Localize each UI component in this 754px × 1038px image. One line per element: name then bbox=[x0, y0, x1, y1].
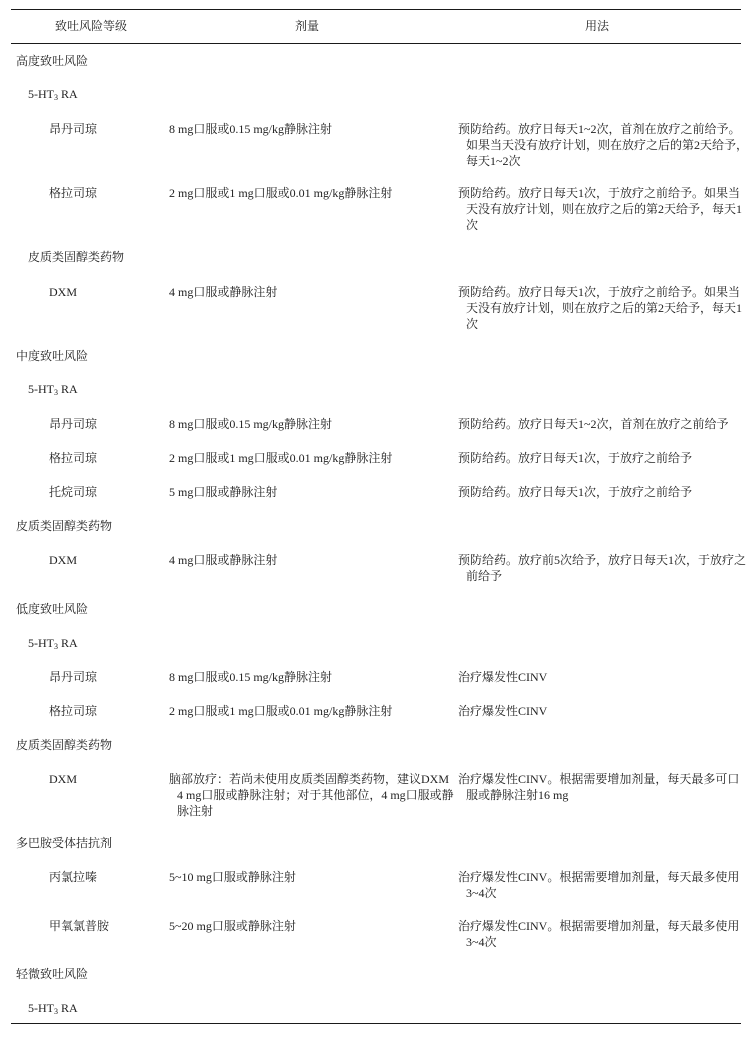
drug-class-label: 皮质类固醇类药物 bbox=[16, 738, 113, 752]
drug-name: DXM bbox=[49, 285, 78, 299]
bottom-rule bbox=[11, 1023, 741, 1024]
drug-class-label: 皮质类固醇类药物 bbox=[16, 519, 113, 533]
drug-class-label: $5-HT_3$ RA bbox=[28, 382, 78, 397]
drug-dose: 脑部放疗：若尚未使用皮质类固醇类药物，建议DXM 4 mg口服或静脉注射；对于其他部位，4 mg口服或静脉注射 bbox=[169, 772, 454, 818]
header-risk-level: 致吐风险等级 bbox=[55, 19, 128, 33]
drug-usage: 预防给药。放疗日每天1次，于放疗之前给予。如果当天没有放疗计划，则在放疗之后的第2天给予，每天1次 bbox=[458, 285, 743, 331]
drug-name: 格拉司琼 bbox=[49, 451, 98, 465]
header-usage: 用法 bbox=[585, 19, 610, 33]
drug-class-label: $5-HT_3$ RA bbox=[28, 1001, 78, 1016]
drug-dose: 2 mg口服或1 mg口服或0.01 mg/kg静脉注射 bbox=[169, 451, 393, 465]
drug-name: 托烷司琼 bbox=[49, 485, 98, 499]
drug-usage: 预防给药。放疗前5次给予，放疗日每天1次，于放疗之前给予 bbox=[458, 553, 747, 583]
drug-name: 格拉司琼 bbox=[49, 186, 98, 200]
header-dose: 剂量 bbox=[295, 19, 320, 33]
drug-name: 丙氯拉嗪 bbox=[49, 870, 98, 884]
drug-name: DXM bbox=[49, 553, 78, 567]
drug-usage: 预防给药。放疗日每天1~2次，首剂在放疗之前给予 bbox=[458, 417, 729, 431]
risk-level-label: 高度致吐风险 bbox=[16, 54, 89, 68]
drug-usage: 预防给药。放疗日每天1次，于放疗之前给予 bbox=[458, 451, 693, 465]
risk-level-label: 轻微致吐风险 bbox=[16, 967, 89, 981]
drug-dose: 2 mg口服或1 mg口服或0.01 mg/kg静脉注射 bbox=[169, 704, 393, 718]
drug-name: 昂丹司琼 bbox=[49, 417, 98, 431]
drug-dose: 8 mg口服或0.15 mg/kg静脉注射 bbox=[169, 670, 333, 684]
drug-usage: 治疗爆发性CINV。根据需要增加剂量，每天最多使用3~4次 bbox=[458, 870, 740, 900]
top-rule bbox=[11, 9, 741, 10]
header-rule bbox=[11, 43, 741, 44]
drug-class-label: $5-HT_3$ RA bbox=[28, 636, 78, 651]
drug-name: 昂丹司琼 bbox=[49, 670, 98, 684]
drug-dose: 4 mg口服或静脉注射 bbox=[169, 285, 278, 299]
drug-class-label: $5-HT_3$ RA bbox=[28, 87, 78, 102]
drug-dose: 5 mg口服或静脉注射 bbox=[169, 485, 278, 499]
drug-dose: 8 mg口服或0.15 mg/kg静脉注射 bbox=[169, 417, 333, 431]
drug-usage: 治疗爆发性CINV bbox=[458, 704, 548, 718]
drug-usage: 治疗爆发性CINV。根据需要增加剂量，每天最多使用3~4次 bbox=[458, 919, 740, 949]
drug-usage: 预防给药。放疗日每天1~2次，首剂在放疗之前给予。如果当天没有放疗计划，则在放疗之后的第2天给予，每天1~2次 bbox=[458, 122, 749, 168]
risk-level-label: 中度致吐风险 bbox=[16, 349, 89, 363]
drug-class-label: 皮质类固醇类药物 bbox=[28, 250, 125, 264]
drug-name: 甲氧氯普胺 bbox=[49, 919, 110, 933]
drug-usage: 治疗爆发性CINV。根据需要增加剂量，每天最多可口服或静脉注射16 mg bbox=[458, 772, 740, 802]
risk-level-label: 低度致吐风险 bbox=[16, 602, 89, 616]
drug-usage: 预防给药。放疗日每天1次，于放疗之前给予。如果当天没有放疗计划，则在放疗之后的第2天给予，每天1次 bbox=[458, 186, 743, 232]
drug-dose: 4 mg口服或静脉注射 bbox=[169, 553, 278, 567]
drug-usage: 治疗爆发性CINV bbox=[458, 670, 548, 684]
drug-name: 格拉司琼 bbox=[49, 704, 98, 718]
drug-name: DXM bbox=[49, 772, 78, 786]
drug-name: 昂丹司琼 bbox=[49, 122, 98, 136]
drug-dose: 8 mg口服或0.15 mg/kg静脉注射 bbox=[169, 122, 333, 136]
drug-dose: 2 mg口服或1 mg口服或0.01 mg/kg静脉注射 bbox=[169, 186, 393, 200]
drug-dose: 5~20 mg口服或静脉注射 bbox=[169, 919, 296, 933]
drug-class-label: 多巴胺受体拮抗剂 bbox=[16, 836, 113, 850]
drug-dose: 5~10 mg口服或静脉注射 bbox=[169, 870, 296, 884]
drug-usage: 预防给药。放疗日每天1次，于放疗之前给予 bbox=[458, 485, 693, 499]
